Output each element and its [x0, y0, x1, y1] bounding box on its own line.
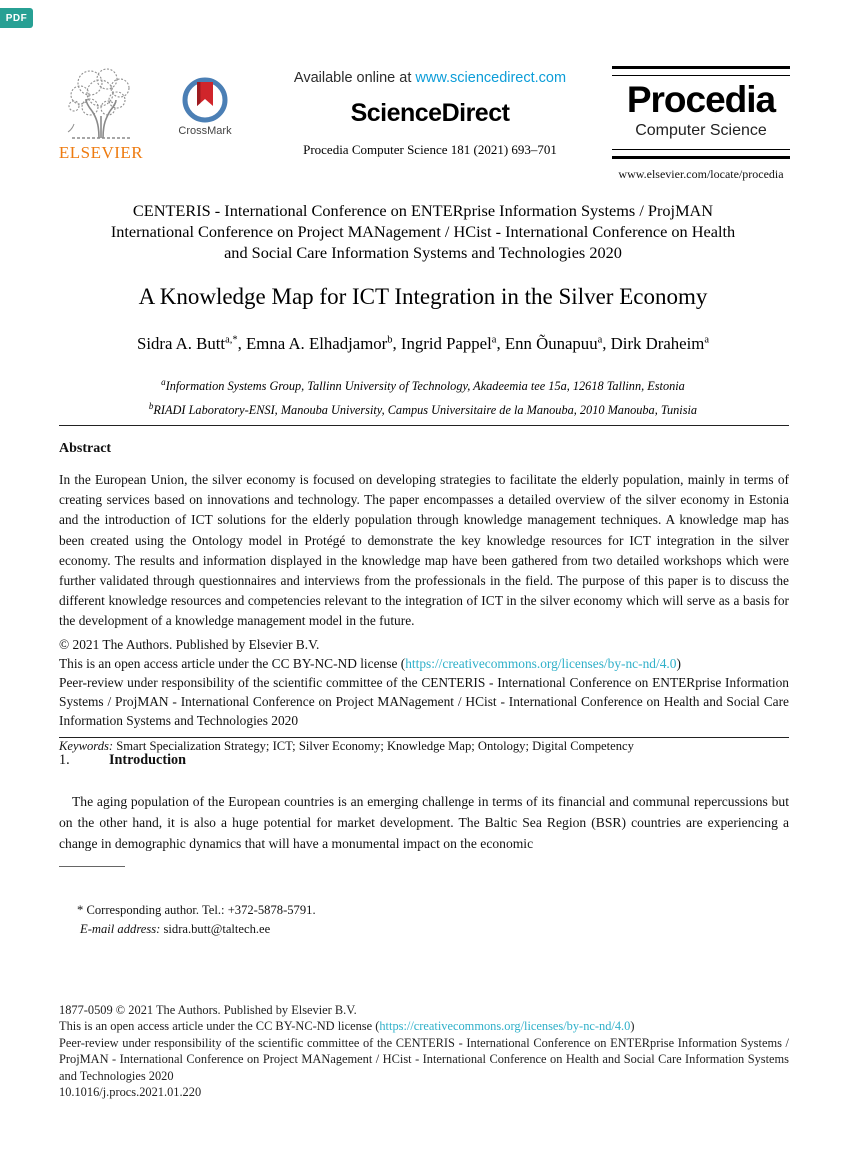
author-name: Dirk Draheim [610, 334, 705, 353]
available-online-text: Available online at [293, 70, 416, 86]
author-separator: , [237, 334, 247, 353]
footer-block [59, 1002, 789, 1100]
abstract-heading: Abstract [59, 441, 112, 456]
footer-license-text: This is an open access article under the CC BY-NC-ND license ( [59, 1019, 380, 1034]
author-name: Emna A. Elhadjamor [246, 334, 388, 353]
pdf-badge[interactable]: PDF [0, 8, 33, 28]
crossmark-icon [181, 76, 229, 124]
procedia-url-link[interactable]: www.elsevier.com/locate/procedia [618, 167, 784, 181]
procedia-subtitle: Computer Science [635, 122, 767, 139]
journal-reference: Procedia Computer Science 181 (2021) 693–701 [303, 142, 557, 157]
author-separator: , [496, 334, 505, 353]
elsevier-wordmark: ELSEVIER [58, 143, 144, 162]
conference-line: CENTERIS - International Conference on ENTERprise Information Systems / ProjMAN [132, 201, 714, 220]
keywords-text: Smart Specialization Strategy; ICT; Silver Economy; Knowledge Map; Ontology; Digital Competency [116, 738, 634, 753]
section-heading [59, 752, 789, 769]
email-label: E-mail address: [80, 922, 161, 936]
affiliations [0, 372, 846, 420]
doi: 10.1016/j.procs.2021.01.220 [59, 1085, 202, 1100]
sciencedirect-logo: ScienceDirect [350, 99, 510, 127]
affiliation-mark: b [148, 401, 154, 412]
abstract-body: In the European Union, the silver economy is focused on developing strategies to facilitate the elderly population, mainly in terms of creating services based on innovations and technology. The paper encompasses a detailed overview of the silver economy in Estonia and the introduction of ICT solutions for the elderly population through knowledge management techniques. A knowledge map has been created using the Ontology model in Protégé to demonstrate the key knowledge resources for ICT integration in the silver economy. The results and information displayed in the knowledge map have been gathered from two detailed workshops which were further validated through questionnaires and interviews from the professionals in the field. The purpose of this paper is to discuss the different knowledge resources and competencies relevant to the integration of ICT in the silver economy which will serve as a basis for the development of a knowledge management model in the future. [59, 472, 789, 629]
issn-copyright-line: 1877-0509 © 2021 The Authors. Published by Elsevier B.V. [59, 1003, 357, 1017]
author [137, 334, 246, 353]
author-name: Ingrid Pappel [400, 334, 492, 353]
affiliation-mark: a [161, 377, 166, 387]
section-title: Introduction [109, 752, 186, 768]
keywords-label: Keywords: [59, 738, 117, 753]
license-text: ) [676, 655, 681, 671]
affiliation [0, 372, 846, 396]
rule-below-keywords [59, 737, 789, 738]
footer-peer-review: Peer-review under responsibility of the scientific committee of the CENTERIS - International Conference on ENTERprise Information Systems / ProjMAN - International Conference on Project MANagement / HCist - International Conference on Health and Social Care Information Systems and Technologies 2020 [59, 1035, 789, 1083]
affiliation-text: Information Systems Group, Tallinn University of Technology, Akadeemia tee 15a, 12618 Tallinn, Estonia [165, 379, 685, 394]
procedia-wordmark: Procedia [626, 79, 776, 120]
paper-title: A Knowledge Map for ICT Integration in the Silver Economy [138, 284, 708, 309]
affiliation-text: RIADI Laboratory-ENSI, Manouba University, Campus Universitaire de la Manouba, 2010 Manouba, Tunisia [153, 403, 698, 418]
author-affil-mark: a [597, 334, 603, 346]
procedia-logo-box [612, 66, 790, 182]
crossmark-label: CrossMark [178, 125, 232, 137]
author [611, 334, 709, 353]
masthead-center [245, 70, 615, 158]
author [505, 334, 611, 353]
email-address[interactable]: sidra.butt@taltech.ee [163, 922, 271, 936]
footer-license-line [59, 1018, 789, 1034]
author-separator: , [602, 334, 611, 353]
license-text: This is an open access article under the CC BY-NC-ND license ( [59, 655, 406, 671]
conference-header [40, 200, 806, 263]
author-line [0, 334, 846, 354]
section-number: 1. [59, 752, 70, 768]
introduction-paragraph: The aging population of the European countries is an emerging challenge in terms of its financial and communal repercussions but on the other hand, it is also a huge potential for market development. The Baltic Sea Region (BSR) countries are experiencing a change in demographic dynamics that will have a monumental impact on the economic [59, 794, 789, 851]
corresponding-author-note: * Corresponding author. Tel.: +372-5878-5791. [77, 903, 316, 917]
procedia-rule-bottom [612, 149, 790, 159]
sciencedirect-link[interactable]: www.sciencedirect.com [415, 70, 567, 86]
author-name: Sidra A. Butt [136, 334, 226, 353]
masthead [0, 0, 846, 195]
conference-line: International Conference on Project MANagement / HCist - International Conference on Health [110, 222, 736, 241]
footer-license-text: ) [630, 1019, 635, 1034]
author [246, 334, 401, 353]
author-affil-mark: a [491, 334, 497, 346]
license-line [59, 654, 789, 673]
conference-line: and Social Care Information Systems and Technologies 2020 [224, 243, 622, 262]
elsevier-tree-icon [60, 66, 142, 142]
license-block [59, 635, 789, 731]
cc-license-link[interactable]: https://creativecommons.org/licenses/by-nc-nd/4.0 [405, 655, 677, 671]
author-separator: , [392, 334, 401, 353]
cc-license-link-footer[interactable]: https://creativecommons.org/licenses/by-nc-nd/4.0 [379, 1019, 631, 1034]
procedia-rule-top [612, 66, 790, 76]
author-name: Enn Õunapuu [504, 334, 598, 353]
rule-above-abstract [59, 425, 789, 426]
footnote [59, 866, 789, 939]
available-online-line [245, 70, 615, 86]
email-line [59, 920, 789, 939]
elsevier-logo[interactable] [56, 66, 146, 163]
footnote-rule [59, 866, 125, 867]
copyright-line: © 2021 The Authors. Published by Elsevier B.V. [59, 636, 320, 652]
author-affil-mark: a [704, 334, 709, 346]
author-affil-mark: b [387, 334, 393, 346]
abstract-section [59, 425, 789, 754]
introduction-section [59, 752, 789, 854]
crossmark-logo[interactable] [176, 76, 234, 137]
peer-review-statement: Peer-review under responsibility of the scientific committee of the CENTERIS - International Conference on ENTERprise Information Systems / ProjMAN - International Conference on Project MANagement / HCist - International Conference on Health and Social Care Information Systems and Technologies 2020 [59, 675, 789, 729]
author-affil-mark: a,* [225, 334, 238, 346]
author [401, 334, 505, 353]
affiliation [0, 396, 846, 420]
